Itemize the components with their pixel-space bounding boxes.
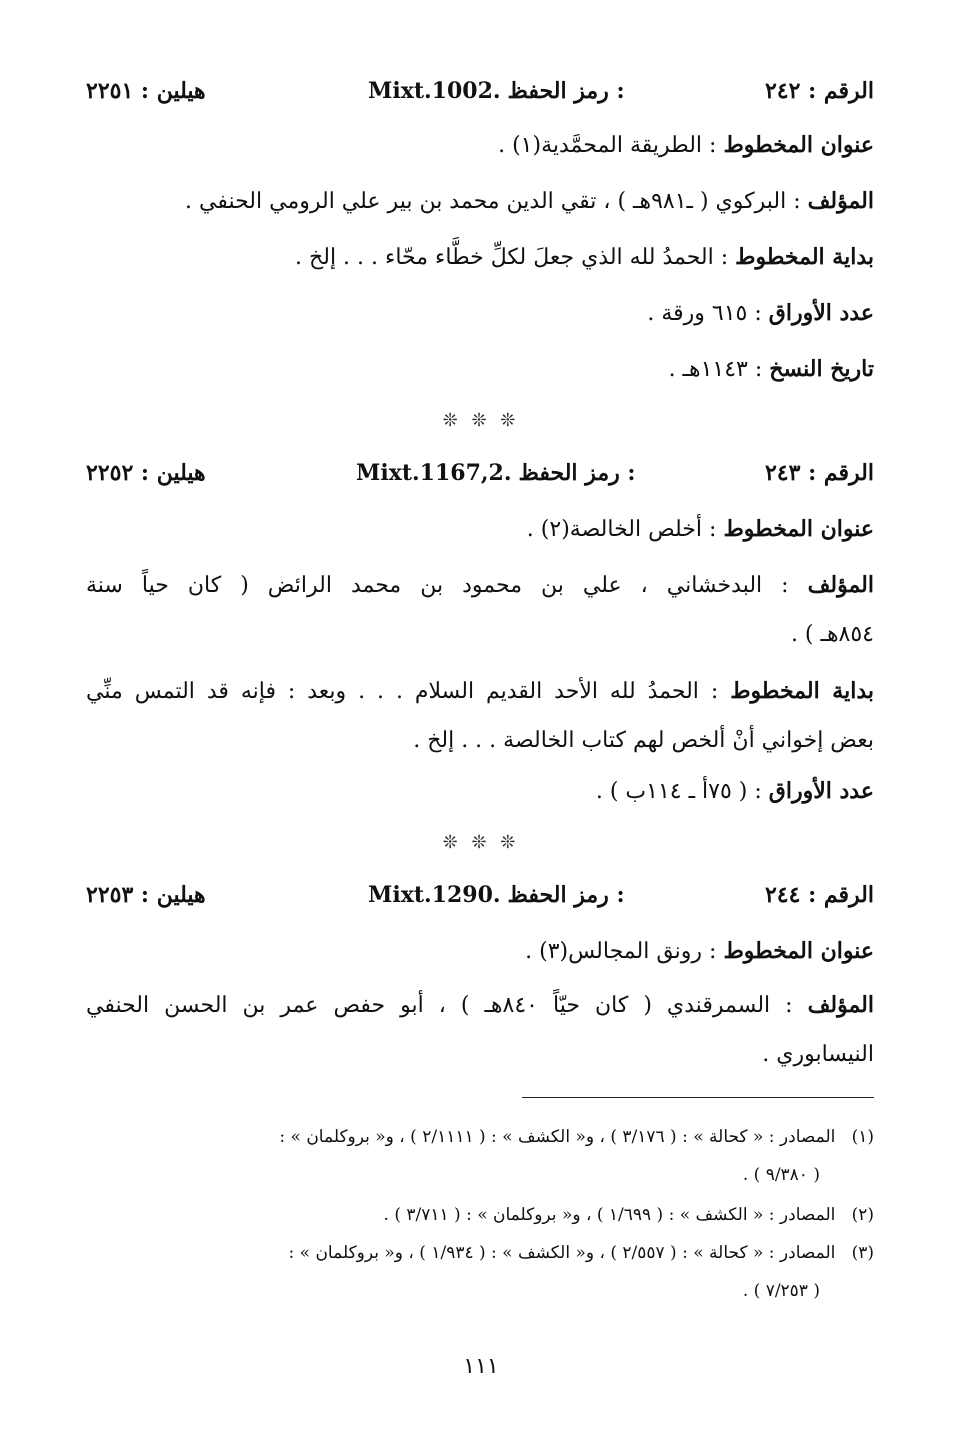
page-number: ١١١ (463, 1354, 499, 1379)
shelfmark-value: Mixt.1002. (368, 78, 501, 104)
entry-author: المؤلف : السمرقندي ( كان حيّاً ٨٤٠هـ ) ، أبو حفص عمر بن الحسن الحنفي (86, 992, 874, 1018)
shelfmark-value: Mixt.1290. (368, 882, 501, 908)
shelfmark-label: رمز الحفظ : (507, 78, 625, 104)
entry-author: المؤلف : البركوي ( ـ٩٨١هـ ) ، تقي الدين محمد بن بير علي الرومي الحنفي . (185, 188, 874, 214)
entry-author-continued: النيسابوري . (762, 1042, 874, 1067)
entry-shelfmark (368, 880, 625, 911)
entry-folios: عدد الأوراق : ( ٧٥أ ـ ١١٤ب ) . (595, 778, 874, 804)
entry-helin: هيلين : ٢٢٥٣ (86, 882, 206, 908)
entry-folios: عدد الأوراق : ٦١٥ ورقة . (647, 300, 874, 326)
footnote-3-continued: ( ٧/٢٥٣ ) . (742, 1281, 820, 1301)
section-separator: ❊ ❊ ❊ (442, 832, 520, 853)
shelfmark-label: رمز الحفظ : (518, 460, 636, 486)
entry-shelfmark (368, 76, 625, 107)
entry-helin: هيلين : ٢٢٥١ (86, 78, 206, 104)
entry-title: عنوان المخطوط : الطريقة المحمَّدية(١) . (498, 132, 874, 158)
shelfmark-value: Mixt.1167,2. (356, 460, 512, 486)
section-separator: ❊ ❊ ❊ (442, 410, 520, 431)
entry-title: عنوان المخطوط : رونق المجالس(٣) . (525, 938, 874, 964)
footnote-1: (١) المصادر : « كحالة » : ( ٣/١٧٦ ) ، و« الكشف » : ( ٢/١١١١ ) ، و« بروكلمان » : (279, 1127, 874, 1147)
entry-incipit-continued: بعض إخواني أنْ ألخص لهم كتاب الخالصة . . . إلخ . (413, 728, 874, 753)
footnote-1-continued: ( ٩/٣٨٠ ) . (742, 1165, 820, 1185)
entry-author: المؤلف : البدخشاني ، علي بن محمود بن محمد الرائض ( كان حياً سنة (86, 572, 875, 598)
entry-shelfmark (356, 458, 636, 489)
entry-number: الرقم : ٢٤٣ (764, 460, 874, 486)
footnote-rule (522, 1097, 874, 1098)
footnote-2: (٢) المصادر : « الكشف » : ( ١/٦٩٩ ) ، و« بروكلمان » : ( ٣/٧١١ ) . (383, 1205, 874, 1225)
entry-number: الرقم : ٢٤٤ (764, 882, 874, 908)
shelfmark-label: رمز الحفظ : (507, 882, 625, 908)
entry-author-continued: ٨٥٤هـ ) . (790, 622, 874, 647)
entry-title: عنوان المخطوط : أخلص الخالصة(٢) . (526, 516, 874, 542)
entry-number: الرقم : ٢٤٢ (764, 78, 874, 104)
footnote-3: (٣) المصادر : « كحالة » : ( ٢/٥٥٧ ) ، و« الكشف » : ( ١/٩٣٤ ) ، و« بروكلمان » : (288, 1243, 874, 1263)
entry-copy-date: تاريخ النسخ : ١١٤٣هـ . (668, 356, 874, 382)
entry-incipit: بداية المخطوط : الحمدُ لله الأحد القديم السلام . . . وبعد : فإنه قد التمس منِّي (86, 678, 874, 704)
entry-incipit: بداية المخطوط : الحمدُ لله الذي جعلَ لكلِّ خطَّاء محّاء . . . إلخ . (295, 244, 874, 270)
entry-helin: هيلين : ٢٢٥٢ (86, 460, 206, 486)
